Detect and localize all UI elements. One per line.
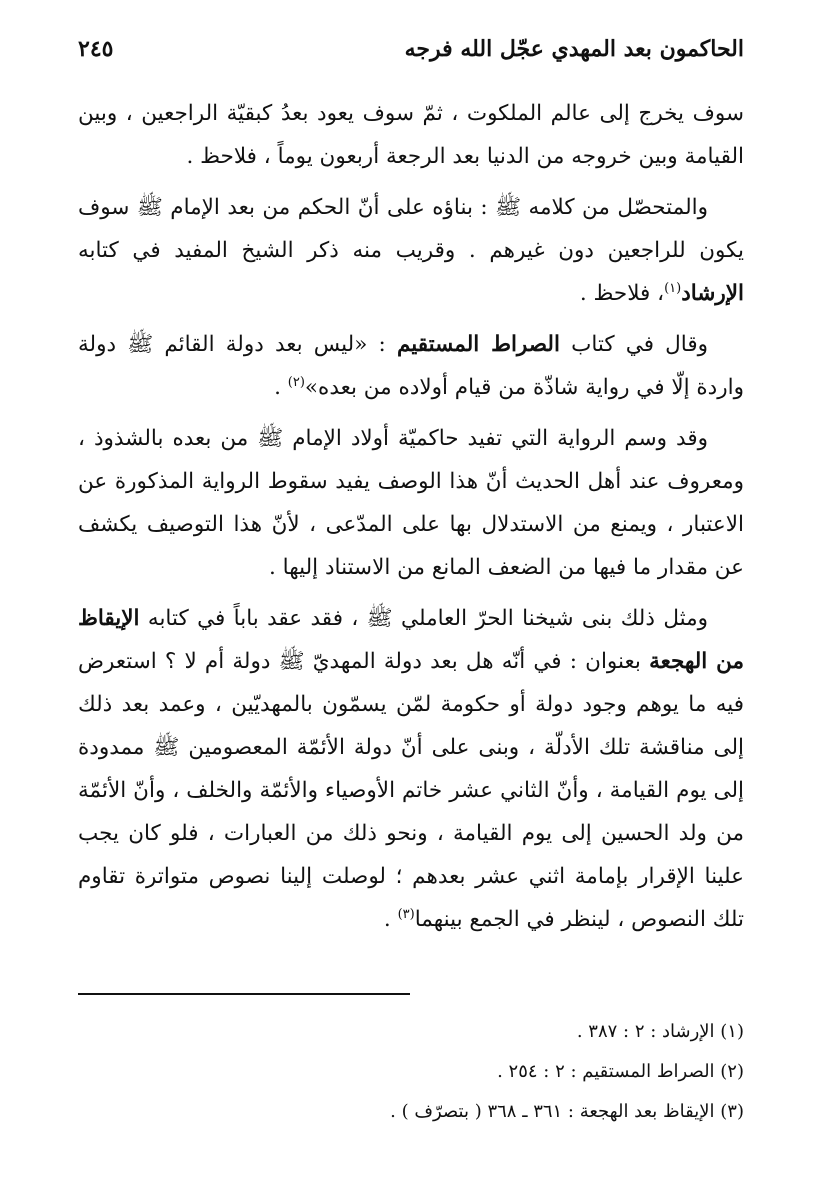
- paragraph-text: .: [383, 907, 398, 932]
- paragraph-4: [78, 417, 744, 589]
- footnote-3: (٣) الإيقاظ بعد الهجعة : ٣٦١ ـ ٣٦٨ ( بتصرّف ) .: [390, 1101, 744, 1122]
- book-title: الإيقاظ من الهجعة: [78, 606, 744, 674]
- page-header: [78, 30, 744, 70]
- book-title: الإرشاد: [681, 281, 744, 306]
- paragraph-text: والمتحصّل من كلامه ﷺ : بناؤه على أنّ الحكم من بعد الإمام ﷺ سوف يكون للراجعين دون غيرهم . وقريب منه ذكر الشيخ المفيد في كتابه: [78, 195, 744, 263]
- paragraph-1: [78, 92, 744, 178]
- paragraph-3: [78, 323, 744, 409]
- page-number: ٢٤٥: [78, 36, 114, 62]
- paragraph-text: .: [274, 375, 288, 400]
- footnote-separator: [78, 993, 410, 995]
- footnote-marker: (٣): [397, 906, 415, 922]
- paragraph-text: وقد وسم الرواية التي تفيد حاكميّة أولاد الإمام ﷺ من بعده بالشذوذ ، ومعروف عند أهل الحديث أنّ هذا الوصف يفيد سقوط الرواية المذكورة عن الاعتبار ، ويمنع من الاستدلال بها على المدّعى ، لأنّ هذا التوصيف يكشف عن مقدار ما فيها من الضعف المانع من الاستناد إليها .: [78, 426, 744, 580]
- footnote-2: (٢) الصراط المستقيم : ٢ : ٢٥٤ .: [497, 1061, 744, 1082]
- paragraph-text: سوف يخرج إلى عالم الملكوت ، ثمّ سوف يعود بعدُ كبقيّة الراجعين ، وبين القيامة وبين خروجه من الدنيا بعد الرجعة أربعون يوماً ، فلاحظ .: [78, 101, 744, 169]
- paragraph-text: بعنوان : في أنّه هل بعد دولة المهديّ ﷺ دولة أم لا ؟ استعرض فيه ما يوهم وجود دولة أو حكومة لمّن يسمّون بالمهديّين ، وعمد بعد ذلك إلى مناقشة تلك الأدلّة ، وبنى على أنّ دولة الأئمّة المعصومين ﷺ ممدودة إلى يوم القيامة ، وأنّ الثاني عشر خاتم الأوصياء والأئمّة والخلف ، وأنّ الأئمّة من ولد الحسين إلى يوم القيامة ، ونحو ذلك من العبارات ، فلو كان يجب علينا الإقرار بإمامة اثني عشر بعدهم ؛ لوصلت إلينا نصوص متواترة تقاوم تلك النصوص ، لينظر في الجمع بينهما: [78, 649, 744, 932]
- paragraph-5: [78, 597, 744, 941]
- page-body: [78, 92, 744, 949]
- footnote-1: (١) الإرشاد : ٢ : ٣٨٧ .: [576, 1021, 744, 1042]
- paragraph-text: : «ليس بعد دولة القائم ﷺ دولة واردة إلّا في رواية شاذّة من قيام أولاده من بعده»: [78, 332, 744, 400]
- paragraph-2: [78, 186, 744, 315]
- running-title: الحاكمون بعد المهدي عجّل الله فرجه: [404, 36, 744, 62]
- paragraph-text: ، فلاحظ .: [579, 281, 665, 306]
- paragraph-text: وقال في كتاب: [559, 332, 708, 357]
- paragraph-text: ومثل ذلك بنى شيخنا الحرّ العاملي ﷺ ، فقد عقد باباً في كتابه: [139, 606, 708, 631]
- footnotes: [78, 1012, 744, 1132]
- book-title: الصراط المستقيم: [396, 332, 560, 357]
- footnote-marker: (١): [664, 280, 682, 296]
- footnote-marker: (٢): [287, 374, 305, 390]
